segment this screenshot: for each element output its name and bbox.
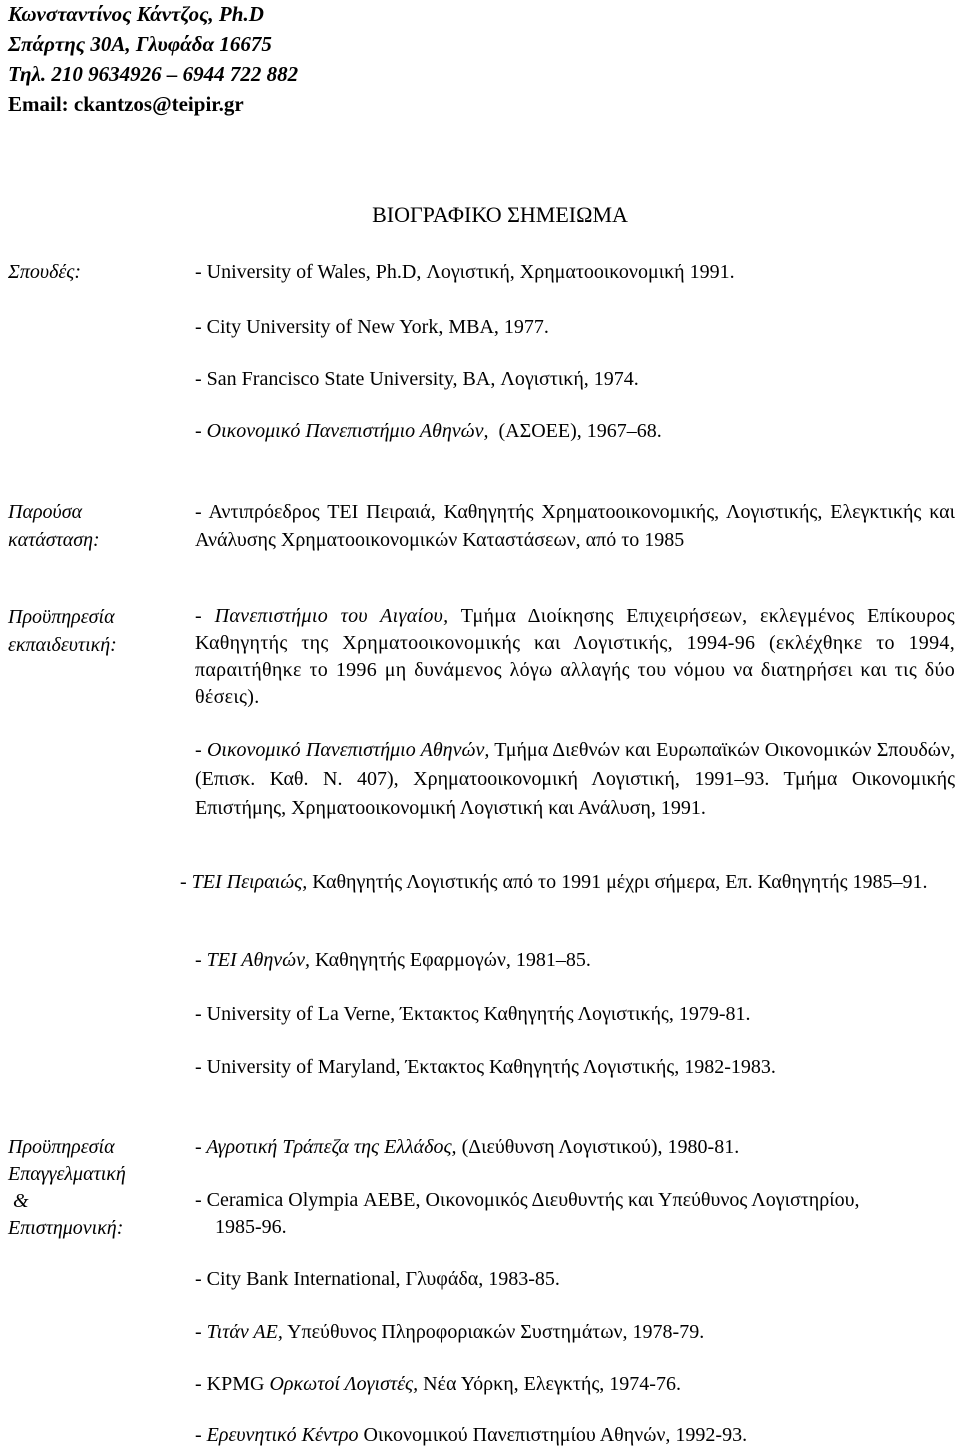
professional-entry: - City Bank International, Γλυφάδα, 1983-85. [195,1268,560,1290]
professional-label-line3: & [8,1190,29,1212]
professional-entry-rest: Νέα Υόρκη, Ελεγκτής, 1974-76. [418,1373,681,1395]
studies-item: - San Francisco State University, BA, Λογιστική, 1974. [195,368,639,390]
teaching-entry-rest: Καθηγητής Εφαρμογών, 1981–85. [309,949,591,971]
professional-entry [195,1133,955,1161]
teaching-entry-italic: - ΤΕΙ Αθηνών, [195,949,310,971]
teaching-entry [195,946,955,974]
author-phone: Τηλ. 210 9634926 – 6944 722 882 [8,62,299,86]
teaching-entry [180,868,955,897]
professional-entry [195,1370,955,1398]
professional-entry-rest: (Διεύθυνση Λογιστικού), 1980-81. [456,1136,740,1158]
professional-label-line2: Επαγγελματική [8,1163,126,1185]
professional-entry-italic: - Τιτάν ΑΕ, [195,1321,283,1343]
teaching-entry-rest: Τμήμα Διεθνών και Ευρωπαϊκών Οικονομικών Σπουδών, (Επισκ. Καθ. Ν. 407), Χρηματοοικονομική Λογιστική, 1991–93. Τμήμα Οικονομικής Επιστήμης, Χρηματοοικονομική Λογιστική και Ανάλυση, 1991. [195,739,955,819]
teaching-label-line1: Προϋπηρεσία [8,606,115,628]
current-label-line2: κατάσταση: [8,529,100,551]
current-position: - Αντιπρόεδρος ΤΕΙ Πειραιά, Καθηγητής Χρηματοοικονομικής, Λογιστικής, Ελεγκτικής και Ανάλυσης Χρηματοοικονομικών Καταστάσεων, από το 1985 [195,501,955,551]
professional-entry-rest: Οικονομικού Πανεπιστημίου Αθηνών, 1992-93. [358,1424,748,1446]
teaching-entry: - University of La Verne, Έκτακτος Καθηγητής Λογιστικής, 1979-81. [195,1003,751,1025]
professional-entry [195,1421,955,1449]
studies-item-italic: - Οικονομικό Πανεπιστήμιο Αθηνών, [195,420,489,442]
professional-label-line4: Επιστημονική: [8,1217,124,1239]
teaching-entry-rest: Καθηγητής Λογιστικής από το 1991 μέχρι σήμερα, Επ. Καθηγητής 1985–91. [307,871,928,893]
studies-item-rest: (ΑΣΟΕΕ), 1967–68. [488,420,662,442]
author-name: Κωνσταντίνος Κάντζος, Ph.D [8,2,264,26]
professional-entry-rest: Υπεύθυνος Πληροφοριακών Συστημάτων, 1978-79. [282,1321,705,1343]
professional-entry-italic: - Αγροτική Τράπεζα της Ελλάδος, [195,1136,457,1158]
current-label-line1: Παρούσα [8,501,83,523]
teaching-entry [195,603,955,711]
studies-item: - University of Wales, Ph.D, Λογιστική, Χρηματοοικονομική 1991. [195,261,735,283]
teaching-label-line2: εκπαιδευτική: [8,634,117,656]
teaching-entry-rest: Τμήμα Διοίκησης Επιχειρήσεων, εκλεγμένος Επίκουρος Καθηγητής της Χρηματοοικονομικής και Λογιστικής, 1994-96 (εκλέχθηκε το 1994, παραιτήθηκε το 1996 μη δυνάμενος λόγω αλλαγής του νόμου να διατηρήσει και τις δύο θέσεις). [195,605,955,708]
author-email: Email: ckantzos@teipir.gr [8,92,244,116]
teaching-entry [195,736,955,823]
studies-item: - City University of New York, MBA, 1977. [195,316,549,338]
professional-entry: - Ceramica Olympia ΑΕΒΕ, Οικονομικός Διευθυντής και Υπεύθυνος Λογιστηρίου, 1985-96. [195,1189,860,1238]
author-address: Σπάρτης 30Α, Γλυφάδα 16675 [8,32,272,56]
studies-item [195,417,955,445]
professional-entry-italic: - Ερευνητικό Κέντρο [195,1424,359,1446]
teaching-entry-italic: - ΤΕΙ Πειραιώς, [180,871,308,893]
professional-entry-plain: - KPMG [195,1373,270,1395]
professional-entry-italic: Ορκωτοί Λογιστές, [269,1373,419,1395]
teaching-entry-italic: - Οικονομικό Πανεπιστήμιο Αθηνών, [195,739,490,761]
professional-entry [195,1318,955,1346]
professional-label-line1: Προϋπηρεσία [8,1136,115,1158]
teaching-entry-italic: - Πανεπιστήμιο του Αιγαίου, [195,605,449,627]
studies-label: Σπουδές: [8,261,82,283]
teaching-entry: - University of Maryland, Έκτακτος Καθηγητής Λογιστικής, 1982-1983. [195,1056,776,1078]
document-title: ΒΙΟΓΡΑΦΙΚΟ ΣΗΜΕΙΩΜΑ [372,202,628,227]
